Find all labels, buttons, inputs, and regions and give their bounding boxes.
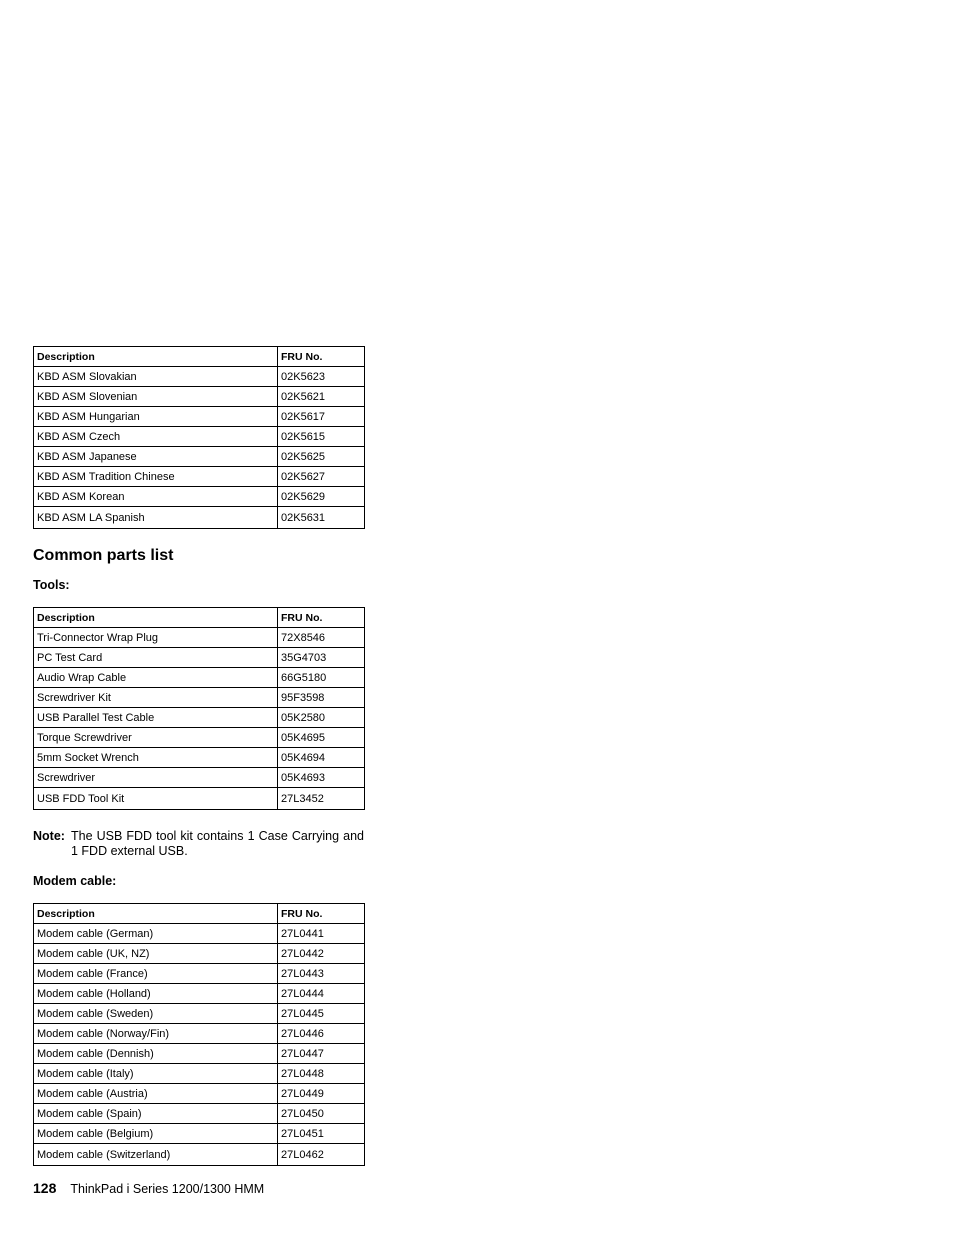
table-row — [34, 628, 365, 648]
fru-number-cell: 27L0441 — [278, 924, 365, 944]
fru-number-cell: 02K5617 — [278, 407, 365, 427]
description-cell: Modem cable (Spain) — [34, 1104, 278, 1124]
fru-number-cell: 72X8546 — [278, 628, 365, 648]
modem-cable-section — [33, 903, 364, 1166]
table-row — [34, 1084, 365, 1104]
fru-number-header: FRU No. — [278, 904, 365, 924]
page-number: 128 — [33, 1180, 57, 1196]
description-cell: PC Test Card — [34, 648, 278, 668]
description-cell: Audio Wrap Cable — [34, 668, 278, 688]
table-row — [34, 748, 365, 768]
description-cell: 5mm Socket Wrench — [34, 748, 278, 768]
fru-number-cell: 02K5625 — [278, 447, 365, 467]
description-cell: USB FDD Tool Kit — [34, 788, 278, 810]
table-row — [34, 427, 365, 447]
table-row — [34, 668, 365, 688]
description-cell: KBD ASM Tradition Chinese — [34, 467, 278, 487]
manual-title: ThinkPad i Series 1200/1300 HMM — [70, 1182, 265, 1196]
description-cell: Modem cable (Belgium) — [34, 1124, 278, 1144]
table-row — [34, 467, 365, 487]
table-row — [34, 487, 365, 507]
description-header: Description — [34, 608, 278, 628]
table-header-row — [34, 347, 365, 367]
table-row — [34, 367, 365, 387]
tools-section — [33, 607, 364, 810]
fru-number-cell: 27L0449 — [278, 1084, 365, 1104]
modem-cable-heading: Modem cable: — [33, 874, 117, 888]
description-cell: KBD ASM Czech — [34, 427, 278, 447]
table-row — [34, 1144, 365, 1166]
description-header: Description — [34, 347, 278, 367]
table-row — [34, 964, 365, 984]
table-row — [34, 1064, 365, 1084]
description-cell: Modem cable (Holland) — [34, 984, 278, 1004]
fru-number-cell: 27L0447 — [278, 1044, 365, 1064]
fru-number-cell: 02K5629 — [278, 487, 365, 507]
fru-number-cell: 35G4703 — [278, 648, 365, 668]
table-row — [34, 1124, 365, 1144]
fru-number-cell: 02K5621 — [278, 387, 365, 407]
section-title: Common parts list — [33, 547, 174, 564]
description-cell: Modem cable (France) — [34, 964, 278, 984]
description-cell: Modem cable (Sweden) — [34, 1004, 278, 1024]
table-row — [34, 1024, 365, 1044]
table-row — [34, 387, 365, 407]
fru-number-cell: 66G5180 — [278, 668, 365, 688]
fru-number-cell: 27L0462 — [278, 1144, 365, 1166]
fru-number-header: FRU No. — [278, 347, 365, 367]
description-cell: USB Parallel Test Cable — [34, 708, 278, 728]
note-label: Note: — [33, 829, 65, 843]
fru-number-cell: 27L0446 — [278, 1024, 365, 1044]
fru-number-cell: 27L0448 — [278, 1064, 365, 1084]
fru-number-cell: 02K5623 — [278, 367, 365, 387]
description-cell: Screwdriver — [34, 768, 278, 788]
tools-fru-table — [33, 607, 365, 810]
description-cell: KBD ASM Slovenian — [34, 387, 278, 407]
table-row — [34, 924, 365, 944]
table-row — [34, 984, 365, 1004]
table-row — [34, 1044, 365, 1064]
description-cell: Tri-Connector Wrap Plug — [34, 628, 278, 648]
description-cell: KBD ASM Hungarian — [34, 407, 278, 427]
modem-cable-fru-table — [33, 903, 365, 1166]
fru-number-cell: 05K2580 — [278, 708, 365, 728]
fru-number-cell: 27L3452 — [278, 788, 365, 810]
table-header-row — [34, 904, 365, 924]
description-cell: KBD ASM Slovakian — [34, 367, 278, 387]
description-cell: Modem cable (Norway/Fin) — [34, 1024, 278, 1044]
description-cell: Screwdriver Kit — [34, 688, 278, 708]
fru-number-cell: 95F3598 — [278, 688, 365, 708]
table-row — [34, 407, 365, 427]
table-row — [34, 447, 365, 467]
table-row — [34, 944, 365, 964]
description-cell: KBD ASM Japanese — [34, 447, 278, 467]
note — [33, 829, 364, 859]
description-cell: Modem cable (Switzerland) — [34, 1144, 278, 1166]
fru-number-cell: 27L0450 — [278, 1104, 365, 1124]
page-footer — [33, 1180, 264, 1196]
description-cell: Modem cable (Italy) — [34, 1064, 278, 1084]
fru-number-header: FRU No. — [278, 608, 365, 628]
tools-heading: Tools: — [33, 578, 70, 592]
description-cell: KBD ASM Korean — [34, 487, 278, 507]
table-row — [34, 728, 365, 748]
table-row — [34, 768, 365, 788]
fru-number-cell: 05K4695 — [278, 728, 365, 748]
note-text: The USB FDD tool kit contains 1 Case Carrying and 1 FDD external USB. — [71, 829, 364, 858]
fru-number-cell: 27L0451 — [278, 1124, 365, 1144]
fru-number-cell: 27L0445 — [278, 1004, 365, 1024]
table-row — [34, 1004, 365, 1024]
description-cell: Torque Screwdriver — [34, 728, 278, 748]
fru-number-cell: 02K5631 — [278, 507, 365, 529]
description-header: Description — [34, 904, 278, 924]
table-row — [34, 1104, 365, 1124]
keyboard-parts-section — [33, 346, 364, 529]
fru-number-cell: 05K4693 — [278, 768, 365, 788]
fru-number-cell: 27L0442 — [278, 944, 365, 964]
description-cell: Modem cable (Dennish) — [34, 1044, 278, 1064]
description-cell: KBD ASM LA Spanish — [34, 507, 278, 529]
fru-number-cell: 27L0443 — [278, 964, 365, 984]
table-row — [34, 688, 365, 708]
table-row — [34, 708, 365, 728]
description-cell: Modem cable (Austria) — [34, 1084, 278, 1104]
description-cell: Modem cable (UK, NZ) — [34, 944, 278, 964]
fru-number-cell: 02K5627 — [278, 467, 365, 487]
table-header-row — [34, 608, 365, 628]
description-cell: Modem cable (German) — [34, 924, 278, 944]
keyboard-fru-table — [33, 346, 365, 529]
fru-number-cell: 02K5615 — [278, 427, 365, 447]
table-row — [34, 648, 365, 668]
fru-number-cell: 27L0444 — [278, 984, 365, 1004]
table-row — [34, 507, 365, 529]
table-row — [34, 788, 365, 810]
fru-number-cell: 05K4694 — [278, 748, 365, 768]
